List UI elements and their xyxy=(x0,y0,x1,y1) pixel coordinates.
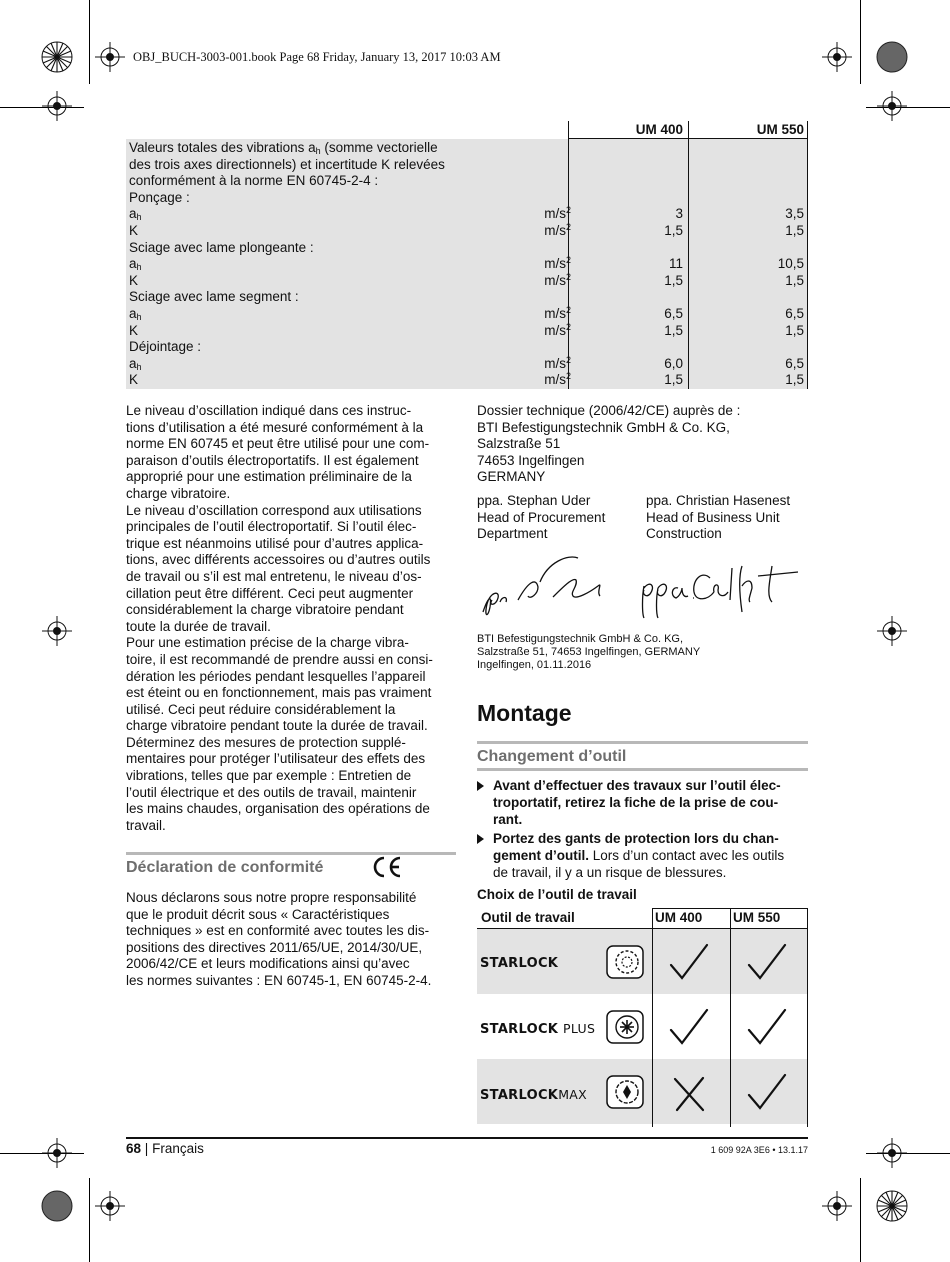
value-um550: 3,5 xyxy=(785,206,804,222)
value-um550: 6,5 xyxy=(785,306,804,321)
text-line: de travail ou s’il est mal entretenu, le niveau d’os- xyxy=(126,568,422,584)
starburst-target-bottom-right xyxy=(877,1191,907,1221)
signer-line: Head of Business Unit xyxy=(646,509,780,525)
symbol-k: K xyxy=(129,223,139,238)
group-title: Déjointage : xyxy=(129,339,202,355)
text-line: approprié pour une estimation préliminaire de la xyxy=(126,469,412,485)
unit-label: $m/s^2$ xyxy=(544,371,571,388)
montage-title: Montage xyxy=(477,700,572,726)
signer-line: Department xyxy=(477,526,548,542)
declaration-text xyxy=(126,890,431,990)
signer-line: ppa. Stephan Uder xyxy=(477,493,591,508)
footer-rule xyxy=(126,1137,808,1139)
text-line: que le produit décrit sous « Caractéristiques xyxy=(126,906,390,922)
starlock-plus-mount-icon xyxy=(606,1010,646,1046)
table-row xyxy=(129,372,808,389)
symbol-ah: $a_h$ xyxy=(129,206,142,223)
check-icon xyxy=(745,1071,789,1113)
company-address-footer xyxy=(477,633,700,672)
unit-label: $m/s^2$ xyxy=(544,222,571,238)
text-line: toire, il est recommandé de prendre aussi en consi- xyxy=(126,651,433,667)
table-row xyxy=(129,306,808,323)
starlock-max-mount-icon xyxy=(606,1075,646,1111)
table-intro-line: des trois axes directionnels) et incertitude K relevées xyxy=(129,156,445,172)
ce-mark-icon xyxy=(370,855,404,879)
text-line: vibrations, telles que par exemple : Entretien de xyxy=(126,768,412,784)
table-row xyxy=(129,356,808,373)
text-line: les normes suivantes : EN 60745-1, EN 60745-2-4. xyxy=(126,972,432,988)
symbol-k: K xyxy=(129,372,139,388)
footer-language: Français xyxy=(152,1141,204,1156)
unit-label: $m/s^2$ xyxy=(544,255,571,272)
table-header-row xyxy=(477,908,808,928)
text-line: utilisé. Ceci peut réduire considérablement la xyxy=(126,701,396,717)
text-line: principales de l’outil électroportatif. Si l’outil élec- xyxy=(126,519,417,535)
technical-dossier-text xyxy=(477,403,740,486)
text-line: Dossier technique (2006/42/CE) auprès de : xyxy=(477,403,741,418)
tool-change-heading-text: Changement d’outil xyxy=(477,748,627,765)
text-line: dération les périodes pendant lesquelles l’appareil xyxy=(126,668,426,684)
text-line: tions d’utilisation a été mesuré conformément à la xyxy=(126,419,424,435)
text-line: tions, avec différents accessoires ou d’autres outils xyxy=(126,552,431,568)
value-um400: 1,5 xyxy=(664,223,683,238)
text-line: l’outil électrique et des outils de travail, maintenir xyxy=(126,784,417,800)
group-title: Sciage avec lame segment : xyxy=(129,289,299,305)
text-line: toute la durée de travail. xyxy=(126,618,271,634)
value-um550: 1,5 xyxy=(785,272,804,288)
text-line: considérablement la charge vibratoire pendant xyxy=(126,602,404,618)
check-icon xyxy=(745,1006,789,1048)
group-title: Ponçage : xyxy=(129,189,190,205)
text-line: cillation peut être différent. Ceci peut augmenter xyxy=(126,585,414,601)
bullet-line: Avant d’effectuer des travaux sur l’outil élec- xyxy=(493,778,781,793)
table-intro-line: conformément à la norme EN 60745-2-4 : xyxy=(129,173,379,188)
address-line: BTI Befestigungstechnik GmbH & Co. KG, xyxy=(477,633,684,645)
footer-separator: | xyxy=(144,1141,149,1156)
column-divider xyxy=(730,908,731,1127)
value-um400: 1,5 xyxy=(664,272,683,288)
check-icon xyxy=(667,1006,711,1048)
text-line: 74653 Ingelfingen xyxy=(477,452,585,468)
unit-label: $m/s^2$ xyxy=(544,354,571,371)
check-icon xyxy=(667,941,711,983)
group-title: Sciage avec lame plongeante : xyxy=(129,239,314,255)
value-um550: 1,5 xyxy=(785,372,804,388)
bullet-triangle-icon xyxy=(477,834,484,844)
col-header-um400: UM 400 xyxy=(655,910,703,925)
value-um550: 1,5 xyxy=(785,223,804,238)
unit-label: $m/s^2$ xyxy=(544,321,571,338)
symbol-k: K xyxy=(129,272,139,288)
gray-target-top-right xyxy=(877,42,907,72)
text-line: GERMANY xyxy=(477,469,546,485)
signer-line: Head of Procurement xyxy=(477,509,606,525)
header-rule xyxy=(568,138,808,139)
text-line: 2006/42/CE et leurs modifications ainsi qu’avec xyxy=(126,956,410,972)
symbol-ah: $a_h$ xyxy=(129,306,142,322)
value-um400: 11 xyxy=(668,256,683,272)
starlock-mount-icon xyxy=(606,945,646,981)
column-header-um550: UM 550 xyxy=(756,122,804,137)
vibration-table xyxy=(126,121,808,389)
value-um550: 1,5 xyxy=(785,322,804,338)
table-intro-line: Valeurs totales des vibrations $a_h$ (somme vectorielle xyxy=(129,140,438,156)
text-line: Le niveau d’oscillation correspond aux utilisations xyxy=(126,502,422,518)
value-um400: 6,5 xyxy=(664,306,683,321)
text-line: positions des directives 2011/65/UE, 2014/30/UE, xyxy=(126,939,423,955)
vibration-explanation-text xyxy=(126,403,433,834)
signer-1-block xyxy=(477,493,605,543)
text-line: mentaires pour protéger l’utilisateur des effets des xyxy=(126,751,426,767)
address-line: Ingelfingen, 01.11.2016 xyxy=(477,659,592,671)
gray-target-bottom-left xyxy=(42,1191,72,1221)
bullet-line: troportatif, retirez la fiche de la prise de cou- xyxy=(493,794,779,810)
value-um400: 1,5 xyxy=(664,372,683,388)
tool-compatibility-table xyxy=(477,908,808,1127)
text-line: norme EN 60745 et peut être utilisé pour une com- xyxy=(126,436,430,452)
table-row xyxy=(129,223,808,240)
value-um400: 1,5 xyxy=(664,322,683,338)
text-line: travail. xyxy=(126,817,166,833)
value-um550: 6,5 xyxy=(785,355,804,371)
bullet-gloves-text: Portez des gants de protection lors du chan- gement d’outil. Lors d’un contact avec les outils de travail, il y a un risque de blessures. xyxy=(493,831,785,880)
starlock-logo: STARLOCK xyxy=(480,956,559,971)
col-header-um550: UM 550 xyxy=(733,910,781,925)
text-line: charge vibratoire. xyxy=(126,485,231,501)
signer-line: Construction xyxy=(646,526,722,542)
table-row xyxy=(129,323,808,340)
cross-icon xyxy=(669,1074,709,1114)
symbol-k: K xyxy=(129,322,139,338)
check-icon xyxy=(745,941,789,983)
value-um400: 3 xyxy=(675,206,683,222)
starburst-target-top-left xyxy=(42,42,72,72)
bullet-line: rant. xyxy=(493,811,523,827)
declaration-heading-text: Déclaration de conformité xyxy=(126,859,324,876)
signer-line: ppa. Christian Hasenest xyxy=(646,493,791,508)
signature-uder xyxy=(478,552,608,622)
text-line: Déterminez des mesures de protection supplé- xyxy=(126,734,406,750)
col-header-tool: Outil de travail xyxy=(481,910,575,925)
declaration-heading xyxy=(126,852,456,882)
column-header-um400: UM 400 xyxy=(635,122,683,137)
bullet-unplug-text xyxy=(493,778,781,828)
column-divider xyxy=(652,908,653,1127)
text-line: charge vibratoire pendant toute la durée de travail. xyxy=(126,718,428,734)
signature-hasenest xyxy=(638,556,804,622)
starlock-plus-logo: STARLOCK PLUS xyxy=(480,1021,596,1037)
value-um550: 10,5 xyxy=(777,256,804,272)
text-line: est éteint ou en fonctionnement, mais pas vraiment xyxy=(126,685,432,701)
book-info-header: OBJ_BUCH-3003-001.book Page 68 Friday, January 13, 2017 10:03 AM xyxy=(133,50,501,64)
table-row xyxy=(129,206,808,223)
text-line: trique est néanmoins utilisé pour d’autres applica- xyxy=(126,535,424,551)
text-line: Salzstraße 51 xyxy=(477,436,561,452)
text-line: BTI Befestigungstechnik GmbH & Co. KG, xyxy=(477,419,730,435)
table-row xyxy=(129,273,808,290)
signer-2-block xyxy=(646,493,790,543)
starlock-max-logo: STARLOCKMAX xyxy=(480,1087,587,1103)
text-line: Nous déclarons sous notre propre responsabilité xyxy=(126,890,417,905)
bullet-triangle-icon xyxy=(477,781,484,791)
column-divider xyxy=(807,908,808,1127)
page-number: 68 xyxy=(126,1141,142,1156)
header-rule-bottom xyxy=(477,928,808,929)
table-row xyxy=(129,256,808,273)
page-footer xyxy=(126,1141,204,1156)
unit-label: $m/s^2$ xyxy=(544,271,571,288)
tool-choice-label: Choix de l’outil de travail xyxy=(477,887,637,902)
text-line: techniques » est en conformité avec toutes les dis- xyxy=(126,923,430,939)
text-line: Pour une estimation précise de la charge vibra- xyxy=(126,635,409,651)
unit-label: $m/s^2$ xyxy=(544,305,571,321)
text-line: Le niveau d’oscillation indiqué dans ces instruc- xyxy=(126,403,412,418)
document-code: 1 609 92A 3E6 • 13.1.17 xyxy=(710,1145,808,1155)
tool-change-heading xyxy=(477,741,808,771)
symbol-ah: $a_h$ xyxy=(129,355,142,372)
text-line: paraison d’outils électroportatifs. Il est également xyxy=(126,452,419,468)
text-line: les mains chaudes, organisation des opérations de xyxy=(126,801,430,817)
address-line: Salzstraße 51, 74653 Ingelfingen, GERMANY xyxy=(477,646,701,658)
unit-label: $m/s^2$ xyxy=(544,205,571,222)
symbol-ah: $a_h$ xyxy=(129,256,142,273)
value-um400: 6,0 xyxy=(664,355,683,371)
